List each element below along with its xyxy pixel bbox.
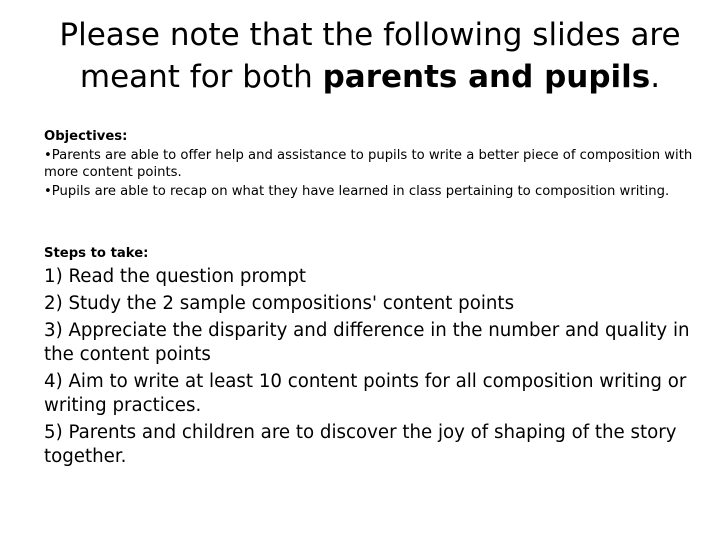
title-line-2-prefix: meant for both xyxy=(79,59,323,95)
objectives-section xyxy=(44,128,694,200)
steps-heading: Steps to take: xyxy=(44,246,149,261)
objectives-heading: Objectives: xyxy=(44,129,128,144)
step-item: 1) Read the question prompt xyxy=(44,266,307,287)
step-item: 4) Aim to write at least 10 content points for all composition writing or writing practices. xyxy=(44,371,687,416)
objective-item: •Parents are able to offer help and assistance to pupils to write a better piece of composition with more content points. xyxy=(44,148,693,180)
step-item: 3) Appreciate the disparity and difference in the number and quality in the content points xyxy=(44,320,690,365)
steps-list xyxy=(44,265,704,472)
slide-title xyxy=(20,14,720,98)
step-item: 2) Study the 2 sample compositions' content points xyxy=(44,293,515,314)
title-emphasis: parents and pupils xyxy=(322,59,651,95)
title-line-2 xyxy=(20,56,720,98)
step-item: 5) Parents and children are to discover the joy of shaping of the story together. xyxy=(44,422,677,467)
title-line-1: Please note that the following slides are xyxy=(59,17,681,53)
objective-item: •Pupils are able to recap on what they have learned in class pertaining to composition writing. xyxy=(44,184,670,199)
title-line-2-suffix: . xyxy=(650,59,661,95)
